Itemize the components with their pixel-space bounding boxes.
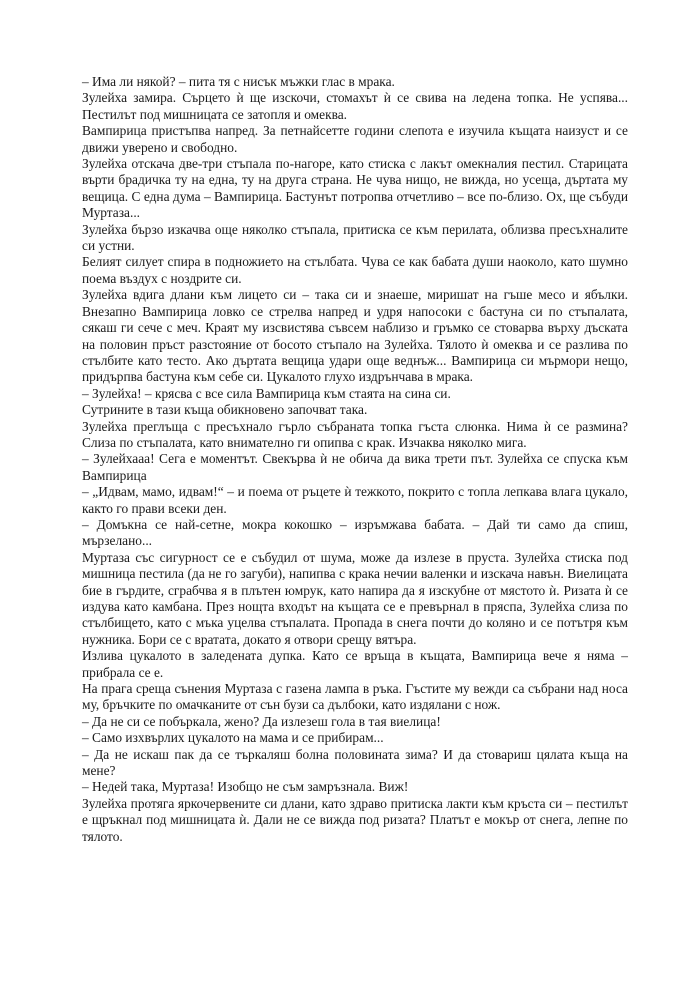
paragraph: – Да не искаш пак да се търкаляш болна половината зима? И да стовариш цялата къща на мене? xyxy=(82,746,628,779)
paragraph: – „Идвам, мамо, идвам!“ – и поема от ръцете ѝ тежкото, покрито с топла лепкава влага цукало, както го прави всеки ден. xyxy=(82,484,628,516)
paragraph: – Само изхвърлих цукалото на мама и се прибирам... xyxy=(82,730,384,746)
paragraph: Зулейха бързо изкачва още няколко стъпала, притиска се към перилата, облизва пресъхналите си устни. xyxy=(82,221,628,254)
document-page xyxy=(82,74,628,845)
paragraph: Сутрините в тази къща обикновено започват така. xyxy=(82,402,368,418)
paragraph: Белият силует спира в подножието на стълбата. Чува се как бабата души наоколо, като шумно поема въздух с ноздрите си. xyxy=(82,254,628,286)
paragraph: На прага среща сънения Муртаза с газена лампа в ръка. Гъстите му вежди са събрани над носа му, бръчките по омачканите от сън бузи са дълбоки, като издялани с нож. xyxy=(82,681,628,713)
paragraph: – Домъкна се най-сетне, мокра кокошко – изръмжава бабата. – Дай ти само да спиш, мързелано... xyxy=(82,516,628,549)
paragraph: Зулейха замира. Сърцето ѝ ще изскочи, стомахът ѝ се свива на ледена топка. Не успява... Пестилът под мишницата се затопля и омеква. xyxy=(82,90,628,122)
paragraph: – Зулейха! – крясва с все сила Вампирица към стаята на сина си. xyxy=(82,385,451,401)
paragraph: Излива цукалото в заледената дупка. Като се връща в къщата, Вампирица вече я няма – прибрала се е. xyxy=(82,648,628,680)
paragraph: Вампирица пристъпва напред. За петнайсетте години слепота е изучила къщата наизуст и се движи уверено и свободно. xyxy=(82,123,628,155)
paragraph: – Да не си се побъркала, жено? Да излезеш гола в тая виелица! xyxy=(82,713,441,729)
paragraph: Зулейха протяга яркочервените си длани, като здраво притиска лакти към кръста си – пестилът е щръкнал под мишницата ѝ. Дали не се вижда под ризата? Платът е мокър от снега, лепне по тялото. xyxy=(82,795,628,844)
paragraph: Зулейха отскача две-три стъпала по-нагоре, като стиска с лакът омекналия пестил. Старицата върти брадичка ту на една, ту на друга страна. Не чува нищо, не вижда, но усеща, дъртата му вещица. С една дума – Вампирица. Бастунът потропва отчетливо – все по-близо. Ох, ще събуди Муртаза... xyxy=(82,156,628,221)
paragraph: – Има ли някой? – пита тя с нисък мъжки глас в мрака. xyxy=(82,74,395,89)
paragraph: Зулейха вдига длани към лицето си – така си и знаеше, миришат на гъше месо и ябълки. Внезапно Вампирица ловко се стрелва напред и удря напосоки с бастуна си по стъпалата, сякаш ги сече с меч. Краят му изсвистява съвсем наблизо и гръмко се стоварва върху дъската на половин пръст разстояние от босото стъпало на Зулейха. Тялото ѝ омеква и се разлива по стълбите като тесто. Ако дъртата вещица удари още веднъж... Вампирица си мърмори нещо, придърпва бастуна към себе си. Цукалото глухо издрънчава в мрака. xyxy=(82,287,628,385)
paragraph: Муртаза със сигурност се е събудил от шума, може да излезе в пруста. Зулейха стиска под мишница пестила (да не го загуби), напипва с крака нечии валенки и изскача навън. Виелицата бие в гърдите, сграбчва я в плътен юмрук, като напира да я изскубне от мястото ѝ. Ризата ѝ се издува като камбана. През нощта входът на къщата се е превърнал в пряспа, Зулейха слиза по стълбището, като с мъка уцелва стъпалата. Пропада в снега почти до коляно и се потътря към нужника. Бори се с вратата, докато я отвори срещу вятъра. xyxy=(82,549,628,647)
paragraph: Зулейха преглъща с пресъхнало гърло събраната топка гъста слюнка. Нима ѝ се размина? Слиза по стъпалата, като внимателно ги опипва с крак. Изчаква няколко мига. xyxy=(82,418,628,450)
paragraph: – Зулейхааа! Сега е моментът. Свекърва ѝ не обича да вика трети път. Зулейха се спуска към Вампирица xyxy=(82,451,628,483)
paragraph: – Недей така, Муртаза! Изобщо не съм замръзнала. Виж! xyxy=(82,779,409,795)
